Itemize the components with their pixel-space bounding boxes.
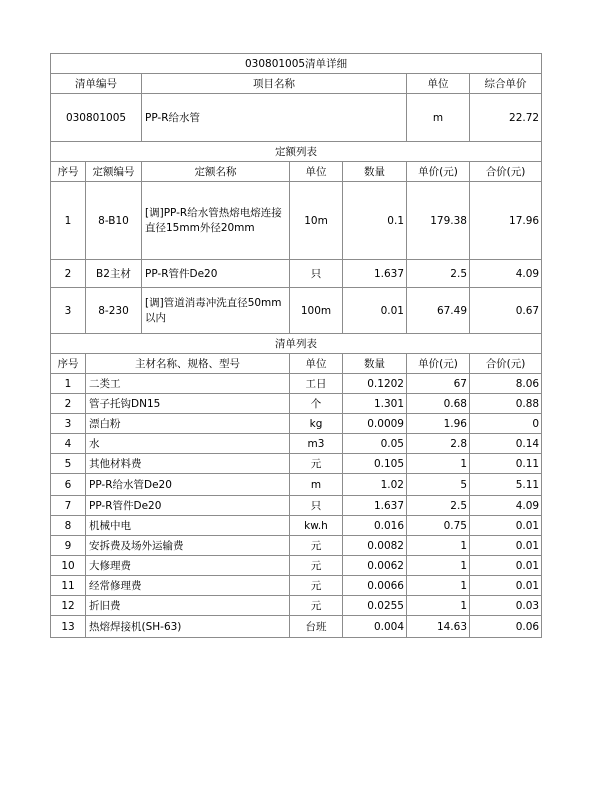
quota-header-total: 合价(元) bbox=[470, 162, 542, 182]
quota-price: 2.5 bbox=[407, 260, 470, 288]
quota-qty: 0.1 bbox=[343, 182, 407, 260]
bill-detail-table bbox=[50, 53, 542, 638]
quota-row bbox=[51, 260, 542, 288]
material-price: 0.75 bbox=[407, 516, 470, 536]
materials-header-qty: 数量 bbox=[343, 354, 407, 374]
material-row bbox=[51, 454, 542, 474]
material-qty: 0.0082 bbox=[343, 536, 407, 556]
material-qty: 1.301 bbox=[343, 394, 407, 414]
material-total: 0 bbox=[470, 414, 542, 434]
quota-name: [调]管道消毒冲洗直径50mm以内 bbox=[142, 288, 290, 334]
material-total: 0.88 bbox=[470, 394, 542, 414]
quota-total: 0.67 bbox=[470, 288, 542, 334]
quota-code: B2主材 bbox=[86, 260, 142, 288]
material-total: 0.14 bbox=[470, 434, 542, 454]
material-unit: 元 bbox=[290, 454, 343, 474]
summary-row bbox=[51, 94, 542, 142]
material-unit: kw.h bbox=[290, 516, 343, 536]
summary-header-code: 清单编号 bbox=[51, 74, 142, 94]
material-price: 2.5 bbox=[407, 496, 470, 516]
quota-header-name: 定额名称 bbox=[142, 162, 290, 182]
materials-header-total: 合价(元) bbox=[470, 354, 542, 374]
material-name: 安拆费及场外运输费 bbox=[86, 536, 290, 556]
material-total: 4.09 bbox=[470, 496, 542, 516]
material-price: 1 bbox=[407, 454, 470, 474]
quota-price: 67.49 bbox=[407, 288, 470, 334]
material-row bbox=[51, 474, 542, 496]
material-qty: 0.004 bbox=[343, 616, 407, 638]
material-unit: 工日 bbox=[290, 374, 343, 394]
quota-name: PP-R管件De20 bbox=[142, 260, 290, 288]
material-row bbox=[51, 394, 542, 414]
material-name: 二类工 bbox=[86, 374, 290, 394]
material-total: 5.11 bbox=[470, 474, 542, 496]
quota-row bbox=[51, 288, 542, 334]
material-qty: 0.0009 bbox=[343, 414, 407, 434]
materials-header-no: 序号 bbox=[51, 354, 86, 374]
material-unit: 个 bbox=[290, 394, 343, 414]
material-price: 2.8 bbox=[407, 434, 470, 454]
material-row bbox=[51, 616, 542, 638]
quota-header-price: 单价(元) bbox=[407, 162, 470, 182]
quota-no: 3 bbox=[51, 288, 86, 334]
material-no: 2 bbox=[51, 394, 86, 414]
material-qty: 0.0062 bbox=[343, 556, 407, 576]
material-name: 经常修理费 bbox=[86, 576, 290, 596]
quota-unit: 只 bbox=[290, 260, 343, 288]
material-name: PP-R管件De20 bbox=[86, 496, 290, 516]
material-qty: 0.016 bbox=[343, 516, 407, 536]
quota-header-row bbox=[51, 162, 542, 182]
material-qty: 0.0255 bbox=[343, 596, 407, 616]
quota-unit: 100m bbox=[290, 288, 343, 334]
summary-unit: m bbox=[407, 94, 470, 142]
material-unit: kg bbox=[290, 414, 343, 434]
material-price: 1 bbox=[407, 536, 470, 556]
quota-name: [调]PP-R给水管热熔电熔连接直径15mm外径20mm bbox=[142, 182, 290, 260]
material-no: 8 bbox=[51, 516, 86, 536]
material-no: 4 bbox=[51, 434, 86, 454]
material-qty: 0.05 bbox=[343, 434, 407, 454]
material-name: 水 bbox=[86, 434, 290, 454]
material-price: 5 bbox=[407, 474, 470, 496]
material-qty: 0.105 bbox=[343, 454, 407, 474]
material-row bbox=[51, 434, 542, 454]
summary-name: PP-R给水管 bbox=[142, 94, 407, 142]
material-total: 0.01 bbox=[470, 556, 542, 576]
material-no: 1 bbox=[51, 374, 86, 394]
material-name: 机械中电 bbox=[86, 516, 290, 536]
quota-header-unit: 单位 bbox=[290, 162, 343, 182]
materials-header-price: 单价(元) bbox=[407, 354, 470, 374]
materials-header-row bbox=[51, 354, 542, 374]
material-row bbox=[51, 576, 542, 596]
summary-header-price: 综合单价 bbox=[470, 74, 542, 94]
material-unit: 元 bbox=[290, 596, 343, 616]
summary-code: 030801005 bbox=[51, 94, 142, 142]
material-row bbox=[51, 556, 542, 576]
material-total: 0.01 bbox=[470, 576, 542, 596]
summary-price: 22.72 bbox=[470, 94, 542, 142]
material-row bbox=[51, 516, 542, 536]
material-unit: m bbox=[290, 474, 343, 496]
material-price: 67 bbox=[407, 374, 470, 394]
material-no: 6 bbox=[51, 474, 86, 496]
quota-total: 4.09 bbox=[470, 260, 542, 288]
materials-section-title: 清单列表 bbox=[51, 334, 542, 354]
material-unit: 只 bbox=[290, 496, 343, 516]
quota-price: 179.38 bbox=[407, 182, 470, 260]
material-name: 管子托钩DN15 bbox=[86, 394, 290, 414]
quota-section-title: 定额列表 bbox=[51, 142, 542, 162]
material-qty: 1.637 bbox=[343, 496, 407, 516]
material-row bbox=[51, 374, 542, 394]
summary-header-row bbox=[51, 74, 542, 94]
material-name: PP-R给水管De20 bbox=[86, 474, 290, 496]
material-price: 1 bbox=[407, 556, 470, 576]
material-unit: 元 bbox=[290, 556, 343, 576]
material-name: 其他材料费 bbox=[86, 454, 290, 474]
summary-header-unit: 单位 bbox=[407, 74, 470, 94]
material-price: 14.63 bbox=[407, 616, 470, 638]
quota-qty: 0.01 bbox=[343, 288, 407, 334]
material-row bbox=[51, 496, 542, 516]
material-total: 0.03 bbox=[470, 596, 542, 616]
quota-unit: 10m bbox=[290, 182, 343, 260]
material-price: 1 bbox=[407, 576, 470, 596]
material-name: 漂白粉 bbox=[86, 414, 290, 434]
quota-header-no: 序号 bbox=[51, 162, 86, 182]
material-qty: 1.02 bbox=[343, 474, 407, 496]
material-total: 0.01 bbox=[470, 536, 542, 556]
material-no: 12 bbox=[51, 596, 86, 616]
quota-header-qty: 数量 bbox=[343, 162, 407, 182]
material-name: 热熔焊接机(SH-63) bbox=[86, 616, 290, 638]
material-name: 大修理费 bbox=[86, 556, 290, 576]
material-no: 10 bbox=[51, 556, 86, 576]
material-price: 1.96 bbox=[407, 414, 470, 434]
table-title: 030801005清单详细 bbox=[51, 54, 542, 74]
material-no: 3 bbox=[51, 414, 86, 434]
material-row bbox=[51, 596, 542, 616]
material-price: 1 bbox=[407, 596, 470, 616]
quota-total: 17.96 bbox=[470, 182, 542, 260]
material-row bbox=[51, 536, 542, 556]
material-qty: 0.0066 bbox=[343, 576, 407, 596]
material-qty: 0.1202 bbox=[343, 374, 407, 394]
material-name: 折旧费 bbox=[86, 596, 290, 616]
material-no: 7 bbox=[51, 496, 86, 516]
material-row bbox=[51, 414, 542, 434]
material-total: 0.11 bbox=[470, 454, 542, 474]
quota-code: 8-B10 bbox=[86, 182, 142, 260]
material-unit: 元 bbox=[290, 576, 343, 596]
material-price: 0.68 bbox=[407, 394, 470, 414]
materials-header-name: 主材名称、规格、型号 bbox=[86, 354, 290, 374]
summary-header-name: 项目名称 bbox=[142, 74, 407, 94]
quota-header-code: 定额编号 bbox=[86, 162, 142, 182]
material-no: 9 bbox=[51, 536, 86, 556]
material-unit: 台班 bbox=[290, 616, 343, 638]
material-total: 8.06 bbox=[470, 374, 542, 394]
quota-no: 1 bbox=[51, 182, 86, 260]
material-no: 13 bbox=[51, 616, 86, 638]
material-unit: 元 bbox=[290, 536, 343, 556]
quota-no: 2 bbox=[51, 260, 86, 288]
quota-code: 8-230 bbox=[86, 288, 142, 334]
material-unit: m3 bbox=[290, 434, 343, 454]
quota-row bbox=[51, 182, 542, 260]
quota-qty: 1.637 bbox=[343, 260, 407, 288]
material-no: 5 bbox=[51, 454, 86, 474]
material-no: 11 bbox=[51, 576, 86, 596]
material-total: 0.01 bbox=[470, 516, 542, 536]
materials-header-unit: 单位 bbox=[290, 354, 343, 374]
material-total: 0.06 bbox=[470, 616, 542, 638]
